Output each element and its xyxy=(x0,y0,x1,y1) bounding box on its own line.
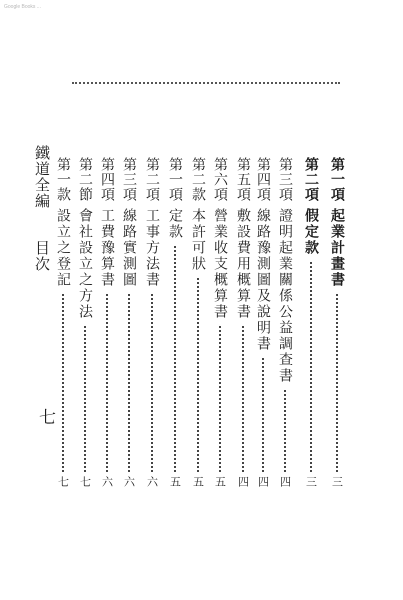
entry-label: 第二節 xyxy=(77,157,93,202)
entry-title: 定款 xyxy=(167,208,183,240)
toc-entry xyxy=(278,157,292,487)
toc-entry xyxy=(236,157,250,487)
entry-page: 三 xyxy=(330,476,344,487)
dot-leader xyxy=(262,358,264,472)
toc-entry xyxy=(213,157,227,487)
toc-entry xyxy=(145,157,159,487)
entry-page: 三 xyxy=(304,476,318,487)
entry-label: 第三項 xyxy=(277,157,293,202)
entry-page: 六 xyxy=(145,476,159,487)
entry-label: 第四項 xyxy=(255,157,271,202)
page-number: 七 xyxy=(35,408,55,426)
entry-title: 線路實測圖 xyxy=(121,208,137,288)
toc-entry xyxy=(304,157,318,487)
entry-page: 七 xyxy=(56,476,70,487)
top-dot-leader xyxy=(72,82,340,84)
running-head-title: 鐵道全編 xyxy=(33,145,51,209)
entry-title: 敷設費用概算書 xyxy=(235,208,251,320)
entry-page: 六 xyxy=(122,476,136,487)
entry-label: 第一項 xyxy=(167,157,183,202)
entry-label: 第一款 xyxy=(55,157,71,202)
entry-label: 第二項 xyxy=(144,157,160,202)
entry-title: 起業計畫書 xyxy=(329,208,345,288)
dot-leader xyxy=(310,262,312,472)
toc-entry xyxy=(168,157,182,487)
entry-page: 五 xyxy=(168,476,182,487)
toc-entry xyxy=(122,157,136,487)
dot-leader xyxy=(106,294,108,472)
entry-title: 營業收支概算書 xyxy=(212,208,228,320)
entry-label: 第一項 xyxy=(329,157,345,202)
entry-label: 第二項 xyxy=(303,157,319,202)
dot-leader xyxy=(128,294,130,472)
entry-title: 線路豫測圖及說明書 xyxy=(255,208,271,352)
dot-leader xyxy=(336,294,338,472)
dot-leader xyxy=(284,390,286,472)
entry-page: 五 xyxy=(191,476,205,487)
dot-leader xyxy=(197,278,199,472)
entry-label: 第二款 xyxy=(190,157,206,202)
entry-title: 設立之登記 xyxy=(55,208,71,288)
entry-title: 工事方法書 xyxy=(144,208,160,288)
toc-entry xyxy=(330,157,344,487)
dot-leader xyxy=(174,246,176,472)
entry-page: 四 xyxy=(256,476,270,487)
entry-page: 七 xyxy=(78,476,92,487)
toc-entry xyxy=(256,157,270,487)
entry-title: 工費豫算書 xyxy=(99,208,115,288)
entry-title: 證明起業關係公益調查書 xyxy=(277,208,293,384)
toc-entry xyxy=(191,157,205,487)
toc-entry xyxy=(100,157,114,487)
entry-page: 六 xyxy=(100,476,114,487)
entry-title: 會社設立之方法 xyxy=(77,208,93,320)
entry-label: 第五項 xyxy=(235,157,251,202)
watermark: Google Books ... xyxy=(4,4,41,10)
dot-leader xyxy=(219,326,221,472)
toc-entry xyxy=(56,157,70,487)
dot-leader xyxy=(242,326,244,472)
entry-page: 五 xyxy=(213,476,227,487)
entry-title: 本許可狀 xyxy=(190,208,206,272)
entry-label: 第三項 xyxy=(121,157,137,202)
toc-entry xyxy=(78,157,92,487)
entry-page: 四 xyxy=(278,476,292,487)
dot-leader xyxy=(62,294,64,472)
dot-leader xyxy=(151,294,153,472)
entry-label: 第六項 xyxy=(212,157,228,202)
entry-label: 第四項 xyxy=(99,157,115,202)
entry-title: 假定款 xyxy=(303,208,319,256)
running-head-section: 目次 xyxy=(33,240,51,272)
entry-page: 四 xyxy=(236,476,250,487)
dot-leader xyxy=(84,326,86,472)
